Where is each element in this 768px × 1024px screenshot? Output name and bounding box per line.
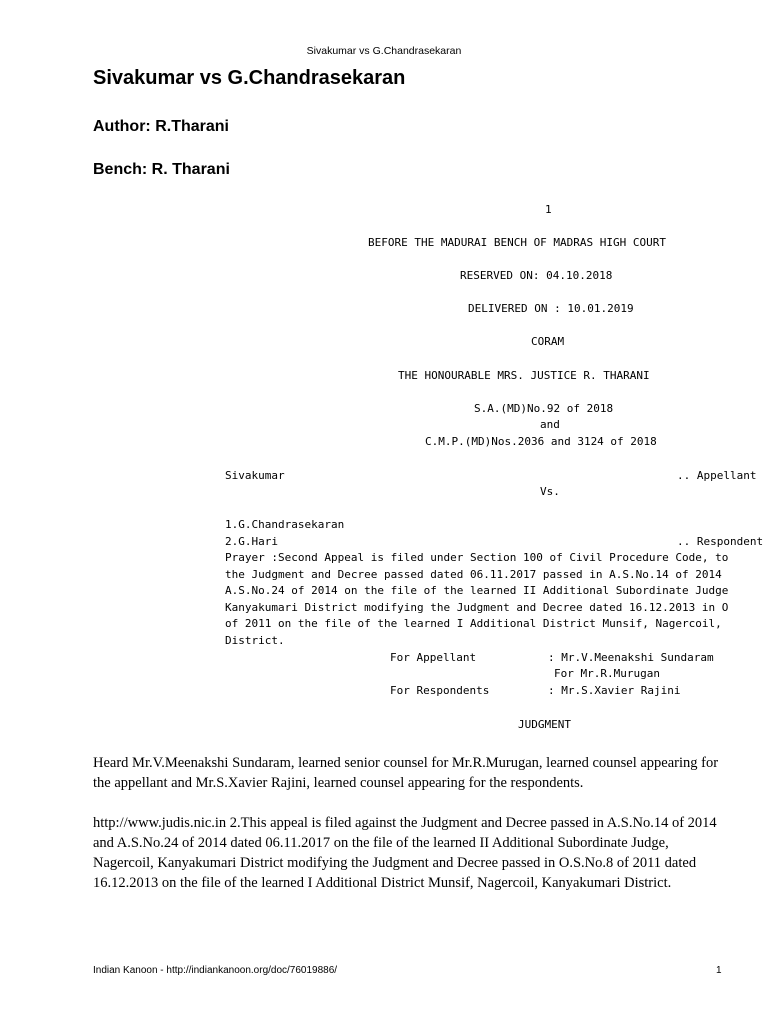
for-appellant-counsel-2: For Mr.R.Murugan — [554, 667, 660, 680]
and-connector: and — [540, 418, 560, 431]
judgment-heading: JUDGMENT — [518, 718, 571, 731]
for-respondents-label: For Respondents — [390, 684, 490, 697]
reserved-date: RESERVED ON: 04.10.2018 — [460, 269, 613, 282]
case-number: S.A.(MD)No.92 of 2018 — [474, 402, 614, 415]
paragraph-2: http://www.judis.nic.in 2.This appeal is filed against the Judgment and Decree passed in A.S.No.14 of 2014 and A.S.No.24 of 2014 dated 06.11.2017 on the file of the learned II Additional Subordinate Judge, Nagercoil, Kanyakumari District modifying the Judgment and Decree passed in O.S.No.8 of 2011 dated 16.12.2013 on the file of the learned I Additional District Munsif, Nagercoil, Kanyakumari District. — [93, 815, 717, 891]
page-number-marker: 1 — [545, 203, 552, 216]
coram-heading: CORAM — [531, 335, 565, 348]
footer-source: Indian Kanoon - http://indiankanoon.org/doc/76019886/ — [93, 965, 338, 976]
prayer-line: of 2011 on the file of the learned I Additional District Munsif, Nagercoil, — [225, 617, 722, 630]
for-appellant-counsel: : Mr.V.Meenakshi Sundaram — [548, 651, 714, 664]
prayer-line: the Judgment and Decree passed dated 06.11.2017 passed in A.S.No.14 of 2014 — [225, 568, 722, 581]
cmp-number: C.M.P.(MD)Nos.2036 and 3124 of 2018 — [425, 435, 657, 448]
author-line: Author: R.Tharani — [93, 118, 229, 135]
delivered-date: DELIVERED ON : 10.01.2019 — [468, 302, 634, 315]
appellant-role: .. Appellant — [677, 469, 757, 482]
judge-name: THE HONOURABLE MRS. JUSTICE R. THARANI — [398, 369, 650, 382]
prayer-line: Kanyakumari District modifying the Judgment and Decree dated 16.12.2013 in O — [225, 601, 729, 614]
document-title: Sivakumar vs G.Chandrasekaran — [93, 67, 406, 89]
for-respondents-counsel: : Mr.S.Xavier Rajini — [548, 684, 681, 697]
paragraph-1: Heard Mr.V.Meenakshi Sundaram, learned senior counsel for Mr.R.Murugan, learned counsel appearing for the appellant and Mr.S.Xavier Rajini, learned counsel appearing for the respondents. — [93, 755, 719, 791]
respondent-role: .. Respondent — [677, 535, 764, 548]
running-header: Sivakumar vs G.Chandrasekaran — [306, 45, 462, 57]
respondent-1: 1.G.Chandrasekaran — [225, 518, 345, 531]
bench-line: Bench: R. Tharani — [93, 161, 230, 178]
appellant-name: Sivakumar — [225, 469, 285, 482]
prayer-line: A.S.No.24 of 2014 on the file of the learned II Additional Subordinate Judge — [225, 584, 729, 597]
prayer-line: District. — [225, 634, 285, 647]
for-appellant-label: For Appellant — [390, 651, 477, 664]
versus: Vs. — [540, 485, 560, 498]
court-name: BEFORE THE MADURAI BENCH OF MADRAS HIGH COURT — [368, 236, 667, 249]
respondent-2: 2.G.Hari — [225, 535, 278, 548]
prayer-line: Prayer :Second Appeal is filed under Section 100 of Civil Procedure Code, to — [225, 551, 729, 564]
footer-page-number: 1 — [716, 965, 722, 976]
